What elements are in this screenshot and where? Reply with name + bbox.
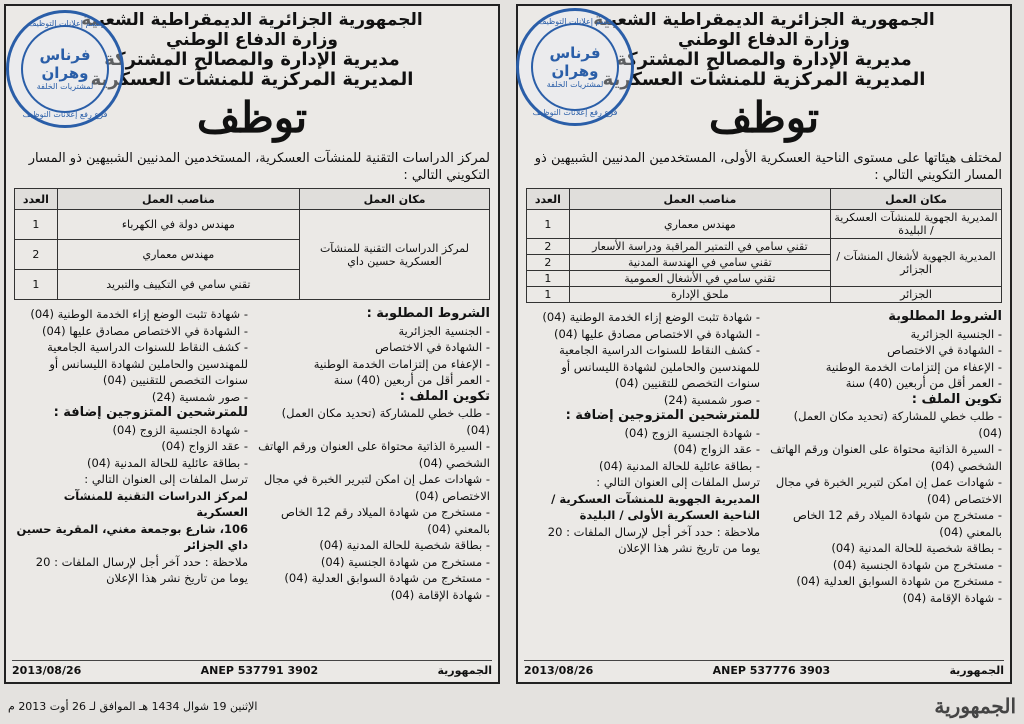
table-header-row [15,189,490,210]
cell-post: مهندس معماري [57,240,299,270]
col-header-post: مناصب العمل [57,189,299,210]
list-item: - مستخرج من شهادة الجنسية (04) [320,554,490,569]
list-item: - عقد الزواج (04) [673,442,760,456]
stamp-ring-text: فرع رفع إعلانات التوظيف [22,110,108,119]
jobs-table [14,188,490,300]
conditions-column [256,306,490,603]
page-bottom-strip [0,688,1024,724]
list-item: - السيرة الذاتية محتواة على العنوان ورقم الهاتف الشخصي (04) [770,442,1002,473]
list-item: - شهادة تثبت الوضع إزاء الخدمة الوطنية (04) [30,307,248,321]
stamp-sub: لمشتريات الخلفة [546,80,604,89]
list-item: - بطاقة شخصية للحالة المدنية (04) [319,538,490,552]
list-item: - شهادات عمل إن امكن لتبرير الخبرة في مجال الاختصاص (04) [775,475,1002,506]
newspaper-name: الجمهورية [949,663,1004,677]
list-item: - شهادة الإقامة (04) [390,587,490,602]
blue-stamp [6,10,124,128]
list-item: - الشهادة في الاختصاص [887,343,1002,357]
list-item: - طلب خطي للمشاركة (تحديد مكان العمل) (04) [281,406,490,437]
list-item: - شهادة الجنسية الزوج (04) [624,425,760,440]
jobs-table [526,188,1002,303]
ad-footer [12,660,492,679]
list-item: - بطاقة شخصية للحالة المدنية (04) [831,541,1002,555]
table-row [527,210,1002,239]
list-item: - الشهادة في الاختصاص مصادق عليها (04) [41,323,248,338]
stamp-inner-circle [531,23,619,111]
list-item: - السيرة الذاتية محتواة على العنوان ورقم الهاتف الشخصي (04) [258,439,490,470]
list-item: - مستخرج من شهادة الميلاد رقم 12 الخاص بالمعني (04) [793,508,1002,539]
list-item: - مستخرج من شهادة الميلاد رقم 12 الخاص بالمعني (04) [281,505,490,536]
ministry-line: وزارة الدفاع الوطني [677,30,851,50]
stamp-inner-circle [21,25,109,113]
table-row [527,287,1002,303]
newspaper-logo: الجمهورية [934,694,1016,718]
stamp-ring-text: فرع رفع إعلانات التوظيف [532,108,618,117]
ad-body [526,309,1002,606]
directorate-line: مديرية الإدارة والمصالح المشتركة [616,49,912,70]
ministry-line: وزارة الدفاع الوطني [165,30,339,50]
cell-post: مهندس معماري [569,210,830,239]
col-header-place: مكان العمل [300,189,490,210]
cell-count: 2 [527,255,570,271]
cell-post: ملحق الإدارة [569,287,830,303]
list-item: - صور شمسية (24) [663,392,760,407]
list-item: - الشهادة في الاختصاص [375,340,490,354]
cell-place: المديرية الجهوية للمنشآت العسكرية / البليدة [831,210,1002,239]
cell-place: الجزائر [831,287,1002,303]
list-item: - الجنسية الجزائرية [398,323,490,338]
list-item: - كشف النقاط للسنوات الدراسية الجامعية للمهندسين والحاملين لشهادة الليسانس أو سنوات التخصص للتقنيين (04) [47,340,248,387]
blue-stamp [516,8,634,126]
cell-count: 1 [15,210,58,240]
section-heading: الشروط المطلوبة [888,309,1002,324]
section-heading: الشروط المطلوبة : [366,306,490,321]
address: المديرية الجهوية للمنشآت العسكرية / الناحية العسكرية الأولى / البليدة [551,491,760,522]
list-item: - الإعفاء من إلتزامات الخدمة الوطنية [825,359,1002,374]
stamp-ring-text: قسم إعلانات التوظيف [28,19,102,28]
publication-date: 2013/08/26 [12,663,82,677]
central-directorate-line: المديرية المركزية للمنشآت العسكرية [90,69,414,90]
address-label: ترسل الملفات إلى العنوان التالي : [84,472,248,486]
cell-post: تقني سامي في الأشغال العمومية [569,271,830,287]
col-header-place: مكان العمل [831,189,1002,210]
stamp-sub: لمشتريات الخلفة [36,82,94,91]
deadline-note: ملاحظة : حدد آخر أجل لإرسال الملفات : 20 يوما من تاريخ نشر هذا الإعلان [547,524,760,555]
ad-title: توظف [708,93,820,142]
list-item: - شهادة الإقامة (04) [902,590,1002,605]
stamp-name: فرناس وهران [549,44,601,80]
central-directorate-line: المديرية المركزية للمنشآت العسكرية [602,69,926,90]
page-dateline: الإثنين 19 شوال 1434 هـ الموافق لـ 26 أوت 2013 م [8,699,258,713]
address-label: ترسل الملفات إلى العنوان التالي : [596,475,760,489]
section-heading: تكوين الملف : [399,388,490,404]
list-item: - مستخرج من شهادة الجنسية (04) [832,557,1002,572]
documents-column [526,309,760,606]
ad-intro: لمختلف هيئاتها على مستوى الناحية العسكرية الأولى، المستخدمين المدنيين الشبيهين ذو المسار التكويني التالي : [534,151,1002,183]
list-item: - العمر أقل من أربعين (40) سنة [845,376,1002,390]
cell-count: 2 [15,240,58,270]
stamp-ring-text: قسم إعلانات التوظيف [538,17,612,26]
republic-line: الجمهورية الجزائرية الديمقراطية الشعبية [593,10,935,30]
cell-count: 2 [527,239,570,255]
section-heading: تكوين الملف : [911,391,1002,407]
deadline-note: ملاحظة : حدد آخر أجل لإرسال الملفات : 20 يوما من تاريخ نشر هذا الإعلان [35,554,248,585]
list-item: - مستخرج من شهادة السوابق العدلية (04) [796,574,1002,588]
ad-body [14,306,490,603]
list-item: - بطاقة عائلية للحالة المدنية (04) [87,455,248,470]
documents-column [14,306,248,603]
republic-line: الجمهورية الجزائرية الديمقراطية الشعبية [81,10,423,30]
anep-reference: 3902 ANEP 537791 [200,663,319,677]
col-header-count: العدد [15,189,58,210]
list-item: - شهادات عمل إن امكن لتبرير الخبرة في مجال الاختصاص (04) [263,472,490,503]
list-item: - الإعفاء من إلتزامات الخدمة الوطنية [313,356,490,371]
col-header-post: مناصب العمل [569,189,830,210]
street-address: 106، شارع بوجمعة مغني، المقرية حسين داي الجزائر [16,521,248,552]
address: لمركز الدراسات التقنية للمنشآت العسكرية [63,488,248,519]
section-heading: للمترشحين المتزوجين إضافة : [565,408,760,423]
section-heading: للمترشحين المتزوجين إضافة : [53,405,248,420]
list-item: - عقد الزواج (04) [161,439,248,453]
publication-date: 2013/08/26 [524,663,594,677]
anep-reference: 3903 ANEP 537776 [712,663,831,677]
list-item: - طلب خطي للمشاركة (تحديد مكان العمل) (04) [793,409,1002,440]
col-header-count: العدد [527,189,570,210]
cell-post: مهندس دولة في الكهرباء [57,210,299,240]
list-item: - شهادة الجنسية الزوج (04) [112,422,248,437]
list-item: - الشهادة في الاختصاص مصادق عليها (04) [553,326,760,341]
list-item: - شهادة تثبت الوضع إزاء الخدمة الوطنية (04) [542,310,760,324]
cell-post: تقني سامي في التكييف والتبريد [57,270,299,300]
cell-count: 1 [15,270,58,300]
ad-title: توظف [196,93,308,142]
conditions-column [768,309,1002,606]
list-item: - كشف النقاط للسنوات الدراسية الجامعية للمهندسين والحاملين لشهادة الليسانس أو سنوات التخصص للتقنيين (04) [559,343,760,390]
ad-footer [524,660,1004,679]
cell-post: تقني سامي في التمتير المراقبة ودراسة الأسعار [569,239,830,255]
directorate-line: مديرية الإدارة والمصالح المشتركة [104,49,400,70]
list-item: - العمر أقل من أربعين (40) سنة [333,373,490,387]
list-item: - بطاقة عائلية للحالة المدنية (04) [599,458,760,473]
table-row [527,239,1002,255]
newspaper-name: الجمهورية [437,663,492,677]
table-row [15,210,490,240]
ad-intro: لمركز الدراسات التقنية للمنشآت العسكرية، المستخدمين المدنيين الشبيهين ذو المسار التكويني التالي : [28,151,490,183]
list-item: - مستخرج من شهادة السوابق العدلية (04) [284,571,490,585]
cell-count: 1 [527,210,570,239]
cell-count: 1 [527,271,570,287]
list-item: - الجنسية الجزائرية [910,326,1002,341]
cell-place: لمركز الدراسات التقنية للمنشآت العسكرية حسين داي [300,210,490,300]
cell-place: المديرية الجهوية لأشغال المنشآت / الجزائر [831,239,1002,287]
cell-count: 1 [527,287,570,303]
cell-post: تقني سامي في الهندسة المدنية [569,255,830,271]
table-header-row [527,189,1002,210]
stamp-name: فرناس وهران [39,46,91,82]
list-item: - صور شمسية (24) [151,389,248,404]
